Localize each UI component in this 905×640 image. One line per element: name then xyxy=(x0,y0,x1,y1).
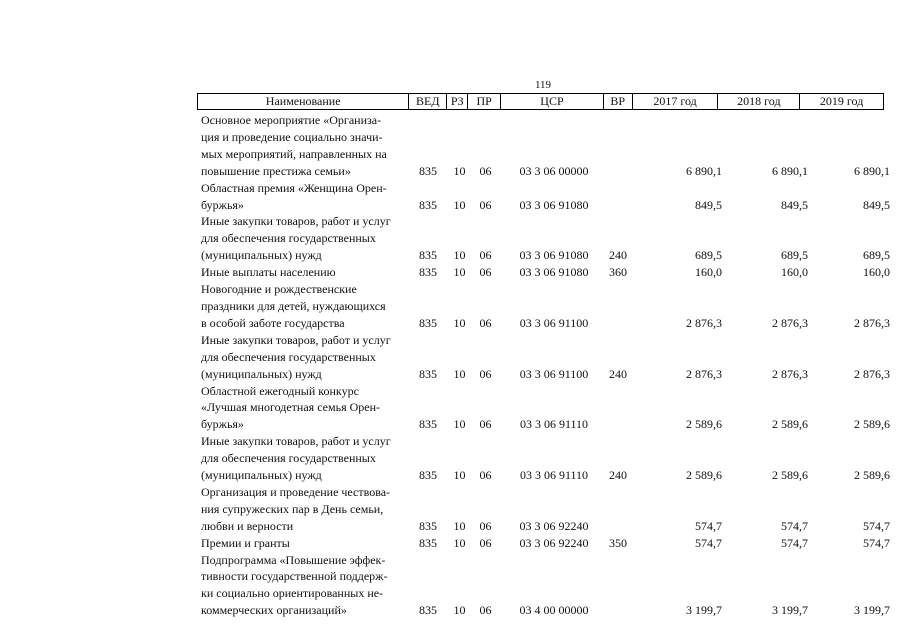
table-row xyxy=(197,535,897,552)
row-2018: 160,0 xyxy=(781,265,808,280)
row-pr: 06 xyxy=(479,518,492,533)
table-row xyxy=(197,433,897,484)
header-pr: ПР xyxy=(468,94,501,109)
row-rz: 10 xyxy=(453,163,466,178)
row-2017: 2 589,6 xyxy=(686,417,722,432)
row-name-line: Иные выплаты населению xyxy=(201,265,336,280)
row-2017: 2 876,3 xyxy=(686,366,722,381)
row-pr: 06 xyxy=(479,163,492,178)
row-name-line: (муниципальных) нужд xyxy=(201,366,322,381)
row-csr: 03 3 06 91100 xyxy=(519,315,589,330)
row-name xyxy=(197,484,407,535)
row-rz: 10 xyxy=(453,518,466,533)
row-2018: 2 876,3 xyxy=(772,366,808,381)
row-2017: 6 890,1 xyxy=(686,163,722,178)
header-rz: РЗ xyxy=(447,94,468,109)
row-2018: 849,5 xyxy=(781,197,808,212)
row-ved: 835 xyxy=(419,518,437,533)
table-row xyxy=(197,484,897,535)
row-name xyxy=(197,383,407,434)
table-row xyxy=(197,383,897,434)
row-2019: 574,7 xyxy=(863,518,890,533)
table-row xyxy=(197,264,897,281)
row-2019: 2 589,6 xyxy=(854,417,890,432)
row-2019: 3 199,7 xyxy=(854,603,890,618)
header-vr: ВР xyxy=(604,94,633,109)
table-body xyxy=(197,112,897,619)
row-pr: 06 xyxy=(479,535,492,550)
row-name-line: «Лучшая многодетная семья Орен- xyxy=(201,400,380,415)
row-name xyxy=(197,180,407,214)
row-name-line: мых мероприятий, направленных на xyxy=(201,146,387,161)
row-name-line: Иные закупки товаров, работ и услуг xyxy=(201,434,391,449)
row-pr: 06 xyxy=(479,417,492,432)
row-name-line: для обеспечения государственных xyxy=(201,231,376,246)
row-ved: 835 xyxy=(419,603,437,618)
row-ved: 835 xyxy=(419,417,437,432)
row-name xyxy=(197,213,407,264)
row-2019: 6 890,1 xyxy=(854,163,890,178)
row-name-line: повышение престижа семьи» xyxy=(201,163,351,178)
row-rz: 10 xyxy=(453,366,466,381)
row-name-line: Иные закупки товаров, работ и услуг xyxy=(201,332,391,347)
row-2019: 2 876,3 xyxy=(854,366,890,381)
row-2018: 3 199,7 xyxy=(772,603,808,618)
row-ved: 835 xyxy=(419,315,437,330)
row-2018: 689,5 xyxy=(781,248,808,263)
row-csr: 03 3 06 91080 xyxy=(519,248,589,263)
row-name-line: тивности государственной поддерж- xyxy=(201,569,388,584)
row-rz: 10 xyxy=(453,535,466,550)
header-2019: 2019 год xyxy=(819,94,864,108)
row-2017: 689,5 xyxy=(695,248,722,263)
row-name-line: праздники для детей, нуждающихся xyxy=(201,298,386,313)
header-2018: 2018 год xyxy=(718,94,800,109)
row-2018: 2 589,6 xyxy=(772,468,808,483)
row-csr: 03 3 06 92240 xyxy=(519,518,589,533)
row-csr: 03 3 06 91110 xyxy=(519,468,589,483)
row-csr: 03 3 06 91080 xyxy=(519,265,589,280)
row-name-line: Подпрограмма «Повышение эффек- xyxy=(201,552,386,567)
row-pr: 06 xyxy=(479,468,492,483)
row-ved: 835 xyxy=(419,248,437,263)
row-2017: 2 589,6 xyxy=(686,468,722,483)
row-rz: 10 xyxy=(453,417,466,432)
row-rz: 10 xyxy=(453,603,466,618)
row-vr: 360 xyxy=(609,265,627,280)
row-2017: 2 876,3 xyxy=(686,315,722,330)
row-2019: 689,5 xyxy=(863,248,890,263)
row-2018: 2 589,6 xyxy=(772,417,808,432)
row-name-line: ки социально ориентированных не- xyxy=(201,586,384,601)
row-csr: 03 3 06 91100 xyxy=(519,366,589,381)
row-pr: 06 xyxy=(479,366,492,381)
row-2019: 2 589,6 xyxy=(854,468,890,483)
row-name-line: буржья» xyxy=(201,197,244,212)
row-2018: 574,7 xyxy=(781,518,808,533)
row-name-line: Премии и гранты xyxy=(201,535,290,550)
row-name-line: Новогодние и рождественские xyxy=(201,282,357,297)
row-2019: 160,0 xyxy=(863,265,890,280)
row-2017: 574,7 xyxy=(695,535,722,550)
row-ved: 835 xyxy=(419,366,437,381)
row-name-line: Областной ежегодный конкурс xyxy=(201,383,359,398)
row-2019: 849,5 xyxy=(863,197,890,212)
row-ved: 835 xyxy=(419,265,437,280)
table-row xyxy=(197,552,897,620)
header-name: Наименование xyxy=(198,94,409,109)
row-2017: 849,5 xyxy=(695,197,722,212)
header-csr: ЦСР xyxy=(501,94,604,109)
row-pr: 06 xyxy=(479,603,492,618)
row-ved: 835 xyxy=(419,535,437,550)
row-name-line: любви и верности xyxy=(201,518,294,533)
row-name-line: Областная премия «Женщина Орен- xyxy=(201,180,387,195)
row-name-line: Организация и проведение чествова- xyxy=(201,484,391,499)
row-csr: 03 3 06 00000 xyxy=(519,163,589,178)
table-row xyxy=(197,112,897,180)
row-name-line: Иные закупки товаров, работ и услуг xyxy=(201,214,391,229)
row-csr: 03 3 06 91080 xyxy=(519,197,589,212)
row-pr: 06 xyxy=(479,265,492,280)
row-rz: 10 xyxy=(453,315,466,330)
table-header xyxy=(197,93,884,110)
row-vr: 240 xyxy=(609,248,627,263)
row-ved: 835 xyxy=(419,163,437,178)
row-csr: 03 3 06 91110 xyxy=(519,417,589,432)
row-name-line: (муниципальных) нужд xyxy=(201,248,322,263)
row-name-line: для обеспечения государственных xyxy=(201,349,376,364)
row-2018: 2 876,3 xyxy=(772,315,808,330)
table-row xyxy=(197,213,897,264)
table-row xyxy=(197,332,897,383)
row-csr: 03 4 00 00000 xyxy=(519,603,589,618)
row-rz: 10 xyxy=(453,248,466,263)
row-rz: 10 xyxy=(453,265,466,280)
row-2019: 574,7 xyxy=(863,535,890,550)
row-vr: 240 xyxy=(609,468,627,483)
row-pr: 06 xyxy=(479,315,492,330)
row-pr: 06 xyxy=(479,197,492,212)
row-2018: 6 890,1 xyxy=(772,163,808,178)
row-name-line: (муниципальных) нужд xyxy=(201,468,322,483)
row-2017: 574,7 xyxy=(695,518,722,533)
row-name xyxy=(197,112,407,180)
row-vr: 240 xyxy=(609,366,627,381)
row-name xyxy=(197,552,407,620)
row-ved: 835 xyxy=(419,197,437,212)
row-name-line: для обеспечения государственных xyxy=(201,451,376,466)
row-name-line: ция и проведение социально значи- xyxy=(201,129,383,144)
row-name xyxy=(197,281,407,332)
row-name-line: Основное мероприятие «Организа- xyxy=(201,113,382,127)
row-vr: 350 xyxy=(609,535,627,550)
row-name-line: буржья» xyxy=(201,417,244,432)
row-name xyxy=(197,264,407,281)
header-ved: ВЕД xyxy=(409,94,447,109)
row-ved: 835 xyxy=(419,468,437,483)
row-name-line: ния супружеских пар в День семьи, xyxy=(201,501,384,516)
table-row xyxy=(197,281,897,332)
row-2017: 160,0 xyxy=(695,265,722,280)
row-rz: 10 xyxy=(453,468,466,483)
row-2018: 574,7 xyxy=(781,535,808,550)
header-2017: 2017 год xyxy=(633,94,719,109)
row-2017: 3 199,7 xyxy=(686,603,722,618)
row-name-line: коммерческих организаций» xyxy=(201,603,347,618)
row-pr: 06 xyxy=(479,248,492,263)
row-2019: 2 876,3 xyxy=(854,315,890,330)
row-rz: 10 xyxy=(453,197,466,212)
row-csr: 03 3 06 92240 xyxy=(519,535,589,550)
page-number: 119 xyxy=(534,79,552,91)
row-name xyxy=(197,433,407,484)
row-name-line: в особой заботе государства xyxy=(201,315,345,330)
row-name xyxy=(197,332,407,383)
table-row xyxy=(197,180,897,214)
row-name xyxy=(197,535,407,552)
